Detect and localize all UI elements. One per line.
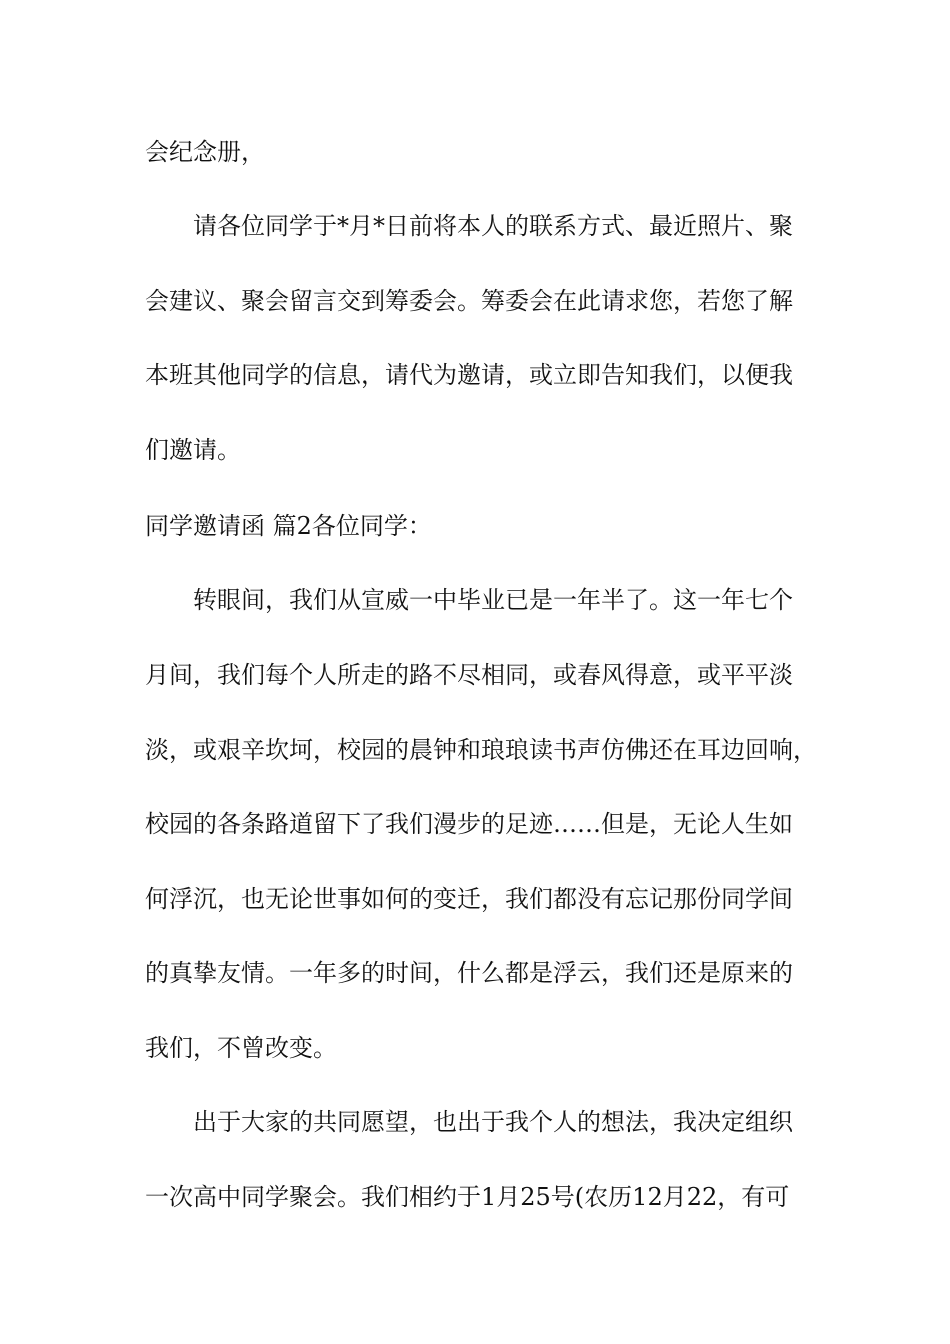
section-heading: 同学邀请函 篇2各位同学：	[145, 512, 432, 540]
text-line: 的真挚友情。一年多的时间，什么都是浮云，我们还是原来的	[145, 959, 793, 987]
text-line: 会纪念册，	[145, 138, 265, 166]
text-line: 何浮沉，也无论世事如何的变迁，我们都没有忘记那份同学间	[145, 885, 793, 913]
text-line: 月间，我们每个人所走的路不尽相同，或春风得意，或平平淡	[145, 661, 793, 689]
text-line: 校园的各条路道留下了我们漫步的足迹……但是，无论人生如	[145, 810, 793, 838]
text-line: 本班其他同学的信息，请代为邀请，或立即告知我们，以便我	[145, 361, 793, 389]
text-line: 出于大家的共同愿望，也出于我个人的想法，我决定组织	[193, 1108, 793, 1136]
text-line: 一次高中同学聚会。我们相约于1月25号(农历12月22，有可	[145, 1183, 790, 1211]
text-line: 们邀请。	[145, 436, 241, 464]
text-line: 转眼间，我们从宣威一中毕业已是一年半了。这一年七个	[193, 586, 793, 614]
text-line: 我们，不曾改变。	[145, 1034, 337, 1062]
text-line: 会建议、聚会留言交到筹委会。筹委会在此请求您，若您了解	[145, 287, 793, 315]
text-line: 淡，或艰辛坎坷，校园的晨钟和琅琅读书声仿佛还在耳边回响，	[145, 736, 817, 764]
text-line: 请各位同学于*月*日前将本人的联系方式、最近照片、聚	[193, 212, 793, 240]
